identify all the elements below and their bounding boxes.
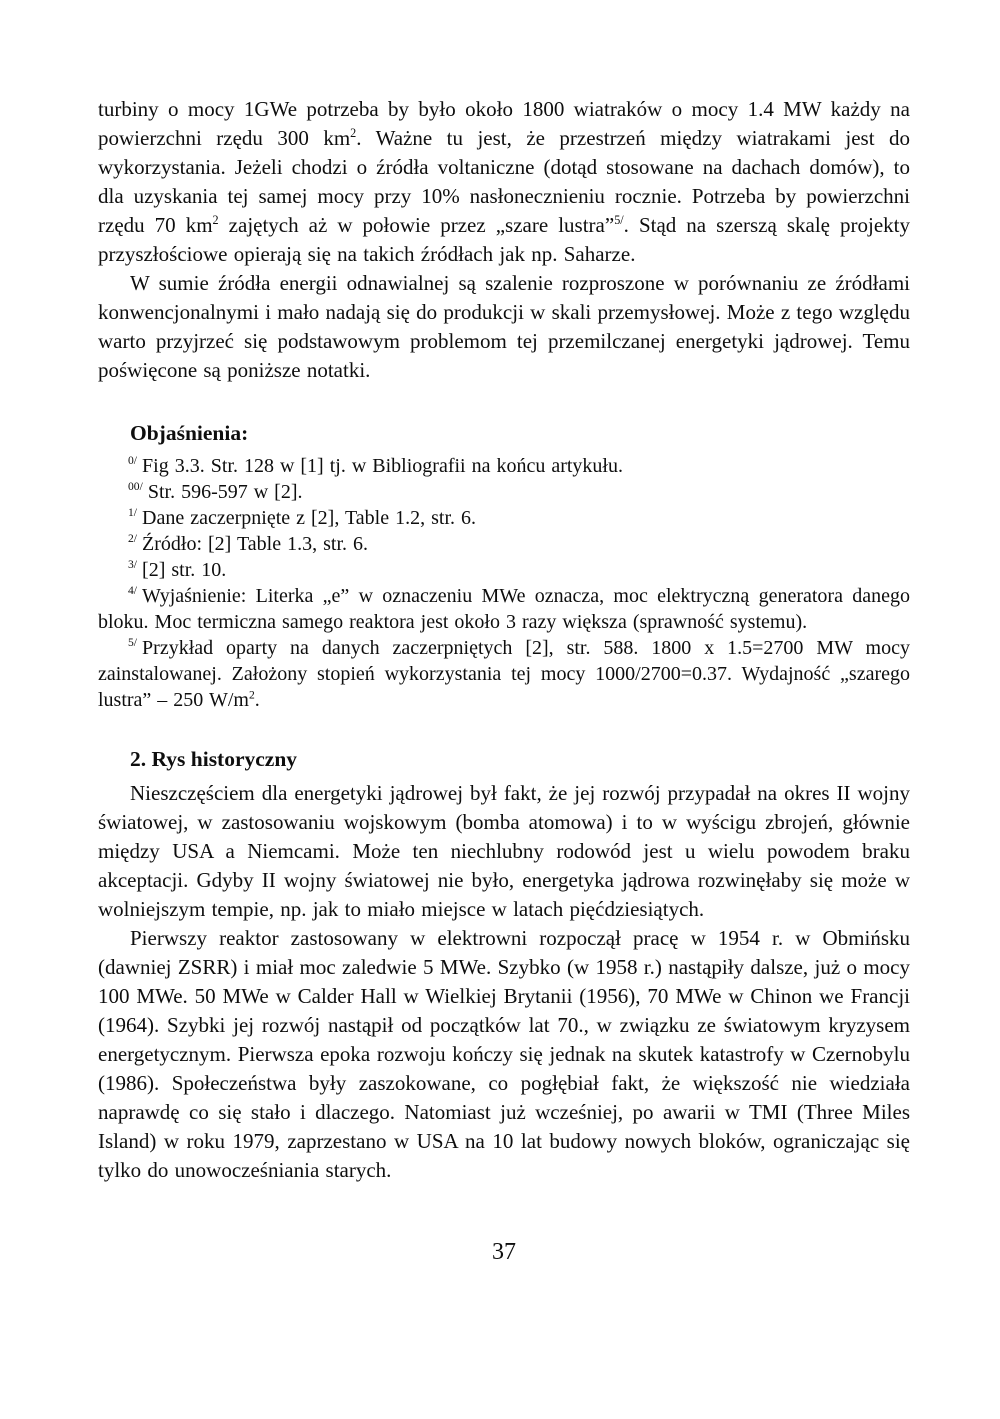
footnote-5 (98, 635, 910, 713)
footnote-00 (98, 479, 910, 505)
footnote-4-text: Wyjaśnienie: Literka „e” w oznaczeniu MWe oznacza, moc elektryczną generatora danego bloku. Moc termiczna samego reaktora jest około 3 razy większa (sprawność systemu). (98, 585, 910, 633)
paragraph-history-ww2: Nieszczęściem dla energetyki jądrowej był fakt, że jej rozwój przypadał na okres II wojny światowej, w zastosowaniu wojskowym (bomba atomowa) i to w wyścigu zbrojeń, głównie między USA a Niemcami. Może ten niechlubny rodowód jest u wielu powodem braku akceptacji. Gdyby II wojny światowej nie było, energetyka jądrowa rozwinęłaby się może w wolniejszym tempie, np. jak to miało miejsce w latach pięćdziesiątych. (98, 781, 910, 921)
footnote-1-marker: 1/ (128, 506, 138, 520)
footnote-2 (98, 531, 910, 557)
footnote-2-marker: 2/ (128, 532, 138, 546)
footnote-1-text: Dane zaczerpnięte z [2], Table 1.2, str. 6. (142, 507, 477, 529)
footnotes-heading: Objaśnienia: (130, 421, 249, 445)
paragraph-renewables-summary: W sumie źródła energii odnawialnej są szalenie rozproszone w porównaniu ze źródłami konwencjonalnymi i mało nadają się do produkcji w skali przemysłowej. Może z tego względu warto przyjrzeć się podstawowym problemom tej przemilczanej energetyki jądrowej. Temu poświęcone są poniższe notatki. (98, 271, 910, 382)
footnote-3 (98, 557, 910, 583)
footnote-0 (98, 453, 910, 479)
paragraph-wind-solar: turbiny o mocy 1GWe potrzeba by było około 1800 wiatraków o mocy 1.4 MW każdy na powierzchni rzędu 300 $km^2$. Ważne tu jest, że przestrzeń między wiatrakami jest do wykorzystania. Jeżeli chodzi o źródła voltaniczne (dotąd stosowane na dachach domów), to dla uzyskania tej samej mocy przy 10% nasłonecznieniu rocznie. Potrzeba by powierzchni rzędu 70 $km^2$ zajętych aż w połowie przez „szare lustra”$^{5/}$. Stąd na szerszą skalę projekty przyszłościowe opierają się na takich źródłach jak np. Saharze. (98, 97, 910, 266)
footnote-5-marker: 5/ (128, 636, 138, 650)
footnote-4 (98, 583, 910, 635)
footnote-3-text: [2] str. 10. (142, 559, 227, 581)
footnote-00-text: Str. 596-597 w [2]. (147, 481, 303, 503)
footnote-00-marker: 00/ (128, 480, 143, 494)
history-section-heading: 2. Rys historyczny (130, 747, 298, 771)
paragraph-history-reactors: Pierwszy reaktor zastosowany w elektrowni rozpoczął pracę w 1954 r. w Obmińsku (dawniej ZSRR) i miał moc zaledwie 5 MWe. Szybko (w 1958 r.) nastąpiły dalsze, już o mocy 100 MWe. 50 MWe w Calder Hall w Wielkiej Brytanii (1956), 70 MWe w Chinon we Francji (1964). Szybki jej rozwój nastąpił od początków lat 70., w związku ze światowym kryzysem energetycznym. Pierwsza epoka rozwoju kończy się jednak na skutek katastrofy w Czernobylu (1986). Społeczeństwa były zaszokowane, co pogłębiał fakt, że większość nie wiedziała naprawdę co się stało i dlaczego. Natomiast już wcześniej, po awarii w TMI (Three Miles Island) w roku 1979, zaprzestano w USA na 10 lat budowy nowych bloków, ograniczając się tylko do unowocześniania starych. (98, 926, 910, 1182)
footnote-3-marker: 3/ (128, 558, 138, 572)
footnote-2-text: Źródło: [2] Table 1.3, str. 6. (142, 533, 369, 555)
footnote-1 (98, 505, 910, 531)
footnote-0-text: Fig 3.3. Str. 128 w [1] tj. w Bibliografii na końcu artykułu. (142, 455, 623, 477)
page-number: 37 (492, 1239, 516, 1265)
footnote-5-text: Przykład oparty na danych zaczerpniętych [2], str. 588. 1800 x 1.5=2700 MW mocy zainstalowanej. Założony stopień wykorzystania tej mocy 1000/2700=0.37. Wydajność „szarego lustra” – 250 $W/m^2$. (98, 637, 910, 711)
footnote-4-marker: 4/ (128, 584, 138, 598)
page-content (98, 95, 910, 1185)
footnote-0-marker: 0/ (128, 454, 138, 468)
